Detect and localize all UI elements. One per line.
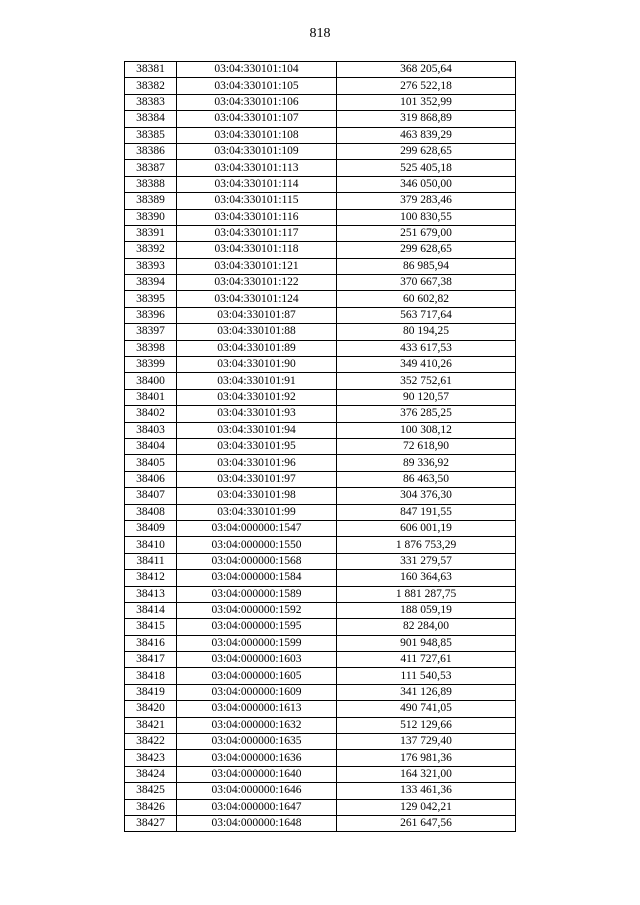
row-number-cell: 38412 [125,570,177,586]
row-number-cell: 38410 [125,537,177,553]
row-number-cell: 38392 [125,242,177,258]
table-row [125,160,516,176]
row-number-cell: 38395 [125,291,177,307]
table-row [125,340,516,356]
cadastral-number-cell: 03:04:330101:98 [177,488,337,504]
table-row [125,291,516,307]
value-cell: 261 647,56 [337,815,516,831]
row-number-cell: 38382 [125,78,177,94]
table-row [125,734,516,750]
cadastral-number-cell: 03:04:330101:113 [177,160,337,176]
cadastral-number-cell: 03:04:330101:104 [177,62,337,78]
row-number-cell: 38391 [125,225,177,241]
cadastral-number-cell: 03:04:000000:1647 [177,799,337,815]
cadastral-number-cell: 03:04:330101:106 [177,94,337,110]
cadastral-number-cell: 03:04:330101:95 [177,438,337,454]
table-row [125,766,516,782]
row-number-cell: 38386 [125,143,177,159]
value-cell: 129 042,21 [337,799,516,815]
table-row [125,684,516,700]
cadastral-number-cell: 03:04:330101:89 [177,340,337,356]
row-number-cell: 38411 [125,553,177,569]
row-number-cell: 38404 [125,438,177,454]
row-number-cell: 38403 [125,422,177,438]
row-number-cell: 38407 [125,488,177,504]
cadastral-value-table [124,61,516,832]
cadastral-number-cell: 03:04:330101:107 [177,111,337,127]
table-row [125,422,516,438]
value-cell: 319 868,89 [337,111,516,127]
row-number-cell: 38394 [125,275,177,291]
row-number-cell: 38390 [125,209,177,225]
value-cell: 133 461,36 [337,783,516,799]
cadastral-number-cell: 03:04:330101:122 [177,275,337,291]
cadastral-number-cell: 03:04:000000:1605 [177,668,337,684]
row-number-cell: 38384 [125,111,177,127]
table-row [125,717,516,733]
row-number-cell: 38424 [125,766,177,782]
table-row [125,373,516,389]
table-row [125,504,516,520]
table-row [125,193,516,209]
row-number-cell: 38420 [125,701,177,717]
page-number: 818 [309,26,331,41]
table-row [125,488,516,504]
value-cell: 100 308,12 [337,422,516,438]
cadastral-number-cell: 03:04:330101:124 [177,291,337,307]
table-row [125,389,516,405]
value-cell: 563 717,64 [337,307,516,323]
row-number-cell: 38418 [125,668,177,684]
row-number-cell: 38415 [125,619,177,635]
table-row [125,78,516,94]
cadastral-number-cell: 03:04:330101:99 [177,504,337,520]
cadastral-number-cell: 03:04:000000:1603 [177,652,337,668]
cadastral-number-cell: 03:04:330101:87 [177,307,337,323]
cadastral-number-cell: 03:04:000000:1646 [177,783,337,799]
row-number-cell: 38425 [125,783,177,799]
cadastral-number-cell: 03:04:000000:1589 [177,586,337,602]
cadastral-number-cell: 03:04:330101:114 [177,176,337,192]
row-number-cell: 38413 [125,586,177,602]
cadastral-number-cell: 03:04:000000:1648 [177,815,337,831]
table-row [125,537,516,553]
cadastral-number-cell: 03:04:330101:97 [177,471,337,487]
table-body [125,62,516,832]
value-cell: 349 410,26 [337,357,516,373]
table-row [125,652,516,668]
table-row [125,127,516,143]
cadastral-number-cell: 03:04:330101:118 [177,242,337,258]
value-cell: 100 830,55 [337,209,516,225]
cadastral-number-cell: 03:04:330101:92 [177,389,337,405]
cadastral-number-cell: 03:04:330101:117 [177,225,337,241]
row-number-cell: 38401 [125,389,177,405]
value-cell: 188 059,19 [337,602,516,618]
cadastral-number-cell: 03:04:330101:93 [177,406,337,422]
value-cell: 346 050,00 [337,176,516,192]
row-number-cell: 38421 [125,717,177,733]
row-number-cell: 38423 [125,750,177,766]
value-cell: 86 985,94 [337,258,516,274]
row-number-cell: 38388 [125,176,177,192]
row-number-cell: 38393 [125,258,177,274]
value-cell: 60 602,82 [337,291,516,307]
cadastral-number-cell: 03:04:000000:1550 [177,537,337,553]
table-row [125,357,516,373]
table-row [125,242,516,258]
cadastral-number-cell: 03:04:000000:1640 [177,766,337,782]
table-row [125,619,516,635]
value-cell: 847 191,55 [337,504,516,520]
cadastral-number-cell: 03:04:000000:1592 [177,602,337,618]
row-number-cell: 38408 [125,504,177,520]
row-number-cell: 38381 [125,62,177,78]
cadastral-number-cell: 03:04:330101:108 [177,127,337,143]
row-number-cell: 38389 [125,193,177,209]
row-number-cell: 38409 [125,520,177,536]
cadastral-number-cell: 03:04:000000:1609 [177,684,337,700]
cadastral-number-cell: 03:04:330101:116 [177,209,337,225]
row-number-cell: 38396 [125,307,177,323]
value-cell: 176 981,36 [337,750,516,766]
table-row [125,455,516,471]
table-row [125,176,516,192]
value-cell: 137 729,40 [337,734,516,750]
table-row [125,602,516,618]
cadastral-number-cell: 03:04:330101:109 [177,143,337,159]
row-number-cell: 38427 [125,815,177,831]
value-cell: 379 283,46 [337,193,516,209]
row-number-cell: 38417 [125,652,177,668]
value-cell: 525 405,18 [337,160,516,176]
table-row [125,570,516,586]
row-number-cell: 38397 [125,324,177,340]
table-row [125,750,516,766]
value-cell: 901 948,85 [337,635,516,651]
table-row [125,143,516,159]
table-row [125,553,516,569]
cadastral-number-cell: 03:04:330101:88 [177,324,337,340]
cadastral-number-cell: 03:04:000000:1568 [177,553,337,569]
value-cell: 512 129,66 [337,717,516,733]
table-row [125,586,516,602]
value-cell: 86 463,50 [337,471,516,487]
table-row [125,62,516,78]
cadastral-number-cell: 03:04:330101:105 [177,78,337,94]
cadastral-number-cell: 03:04:330101:121 [177,258,337,274]
row-number-cell: 38405 [125,455,177,471]
cadastral-number-cell: 03:04:000000:1613 [177,701,337,717]
cadastral-number-cell: 03:04:330101:90 [177,357,337,373]
value-cell: 164 321,00 [337,766,516,782]
value-cell: 370 667,38 [337,275,516,291]
value-cell: 606 001,19 [337,520,516,536]
value-cell: 376 285,25 [337,406,516,422]
cadastral-number-cell: 03:04:330101:91 [177,373,337,389]
table-row [125,438,516,454]
table-row [125,275,516,291]
value-cell: 299 628,65 [337,143,516,159]
row-number-cell: 38406 [125,471,177,487]
cadastral-number-cell: 03:04:000000:1632 [177,717,337,733]
cadastral-number-cell: 03:04:000000:1636 [177,750,337,766]
value-cell: 331 279,57 [337,553,516,569]
table-row [125,471,516,487]
cadastral-number-cell: 03:04:330101:94 [177,422,337,438]
table-row [125,324,516,340]
table-row [125,307,516,323]
value-cell: 80 194,25 [337,324,516,340]
row-number-cell: 38402 [125,406,177,422]
row-number-cell: 38414 [125,602,177,618]
value-cell: 304 376,30 [337,488,516,504]
table-row [125,635,516,651]
table-row [125,258,516,274]
table-row [125,701,516,717]
row-number-cell: 38422 [125,734,177,750]
value-cell: 251 679,00 [337,225,516,241]
table-row [125,520,516,536]
cadastral-number-cell: 03:04:330101:115 [177,193,337,209]
row-number-cell: 38399 [125,357,177,373]
value-cell: 89 336,92 [337,455,516,471]
value-cell: 1 881 287,75 [337,586,516,602]
row-number-cell: 38398 [125,340,177,356]
table-row [125,799,516,815]
row-number-cell: 38400 [125,373,177,389]
value-cell: 433 617,53 [337,340,516,356]
cadastral-number-cell: 03:04:000000:1599 [177,635,337,651]
table-row [125,94,516,110]
table-row [125,406,516,422]
cadastral-number-cell: 03:04:000000:1547 [177,520,337,536]
table-row [125,668,516,684]
table-row [125,815,516,831]
row-number-cell: 38383 [125,94,177,110]
cadastral-number-cell: 03:04:330101:96 [177,455,337,471]
table-row [125,783,516,799]
row-number-cell: 38416 [125,635,177,651]
table-row [125,111,516,127]
value-cell: 299 628,65 [337,242,516,258]
table-row [125,209,516,225]
value-cell: 276 522,18 [337,78,516,94]
value-cell: 341 126,89 [337,684,516,700]
value-cell: 463 839,29 [337,127,516,143]
value-cell: 368 205,64 [337,62,516,78]
value-cell: 82 284,00 [337,619,516,635]
value-cell: 490 741,05 [337,701,516,717]
row-number-cell: 38385 [125,127,177,143]
table-row [125,225,516,241]
value-cell: 411 727,61 [337,652,516,668]
value-cell: 72 618,90 [337,438,516,454]
cadastral-number-cell: 03:04:000000:1635 [177,734,337,750]
value-cell: 111 540,53 [337,668,516,684]
value-cell: 1 876 753,29 [337,537,516,553]
value-cell: 90 120,57 [337,389,516,405]
cadastral-number-cell: 03:04:000000:1584 [177,570,337,586]
value-cell: 352 752,61 [337,373,516,389]
cadastral-number-cell: 03:04:000000:1595 [177,619,337,635]
row-number-cell: 38426 [125,799,177,815]
row-number-cell: 38419 [125,684,177,700]
row-number-cell: 38387 [125,160,177,176]
value-cell: 160 364,63 [337,570,516,586]
value-cell: 101 352,99 [337,94,516,110]
